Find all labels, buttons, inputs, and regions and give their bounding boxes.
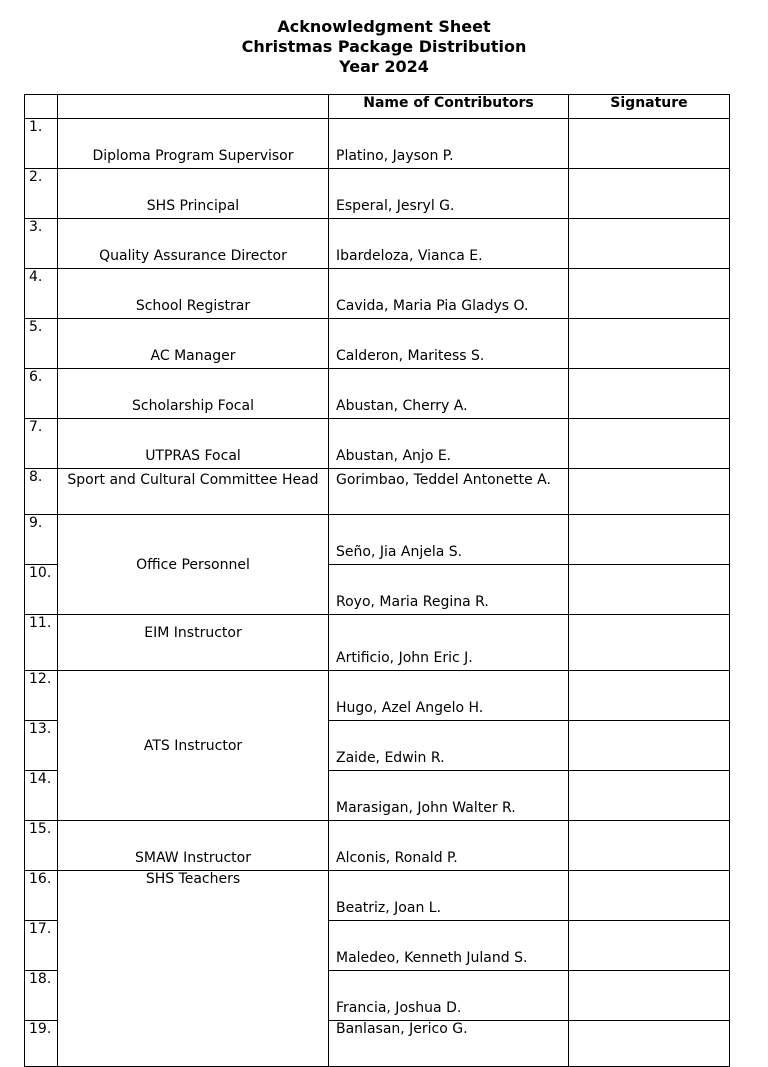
table-row — [25, 821, 730, 871]
signature-cell[interactable] — [569, 1021, 730, 1067]
row-number: 10. — [25, 565, 58, 615]
row-number: 13. — [25, 721, 58, 771]
contributor-name: Francia, Joshua D. — [329, 971, 569, 1021]
signature-cell[interactable] — [569, 721, 730, 771]
contributor-name: Beatriz, Joan L. — [329, 871, 569, 921]
signature-cell[interactable] — [569, 921, 730, 971]
table-row — [25, 615, 730, 671]
header-signature: Signature — [569, 95, 730, 119]
position-cell: Quality Assurance Director — [58, 219, 329, 269]
signature-cell[interactable] — [569, 119, 730, 169]
table-row — [25, 515, 730, 565]
contributor-name: Platino, Jayson P. — [329, 119, 569, 169]
signature-cell[interactable] — [569, 615, 730, 671]
row-number: 5. — [25, 319, 58, 369]
signature-cell[interactable] — [569, 169, 730, 219]
signature-cell[interactable] — [569, 419, 730, 469]
contributor-name: Zaide, Edwin R. — [329, 721, 569, 771]
row-number: 12. — [25, 671, 58, 721]
position-cell: SHS Teachers — [58, 871, 329, 1067]
table-row — [25, 169, 730, 219]
row-number: 6. — [25, 369, 58, 419]
contributor-name: Abustan, Cherry A. — [329, 369, 569, 419]
signature-cell[interactable] — [569, 319, 730, 369]
contributor-name: Maledeo, Kenneth Juland S. — [329, 921, 569, 971]
position-cell: UTPRAS Focal — [58, 419, 329, 469]
contributor-name: Ibardeloza, Vianca E. — [329, 219, 569, 269]
contributor-name: Calderon, Maritess S. — [329, 319, 569, 369]
signature-cell[interactable] — [569, 671, 730, 721]
position-cell: EIM Instructor — [58, 615, 329, 671]
row-number: 17. — [25, 921, 58, 971]
contributor-name: Abustan, Anjo E. — [329, 419, 569, 469]
row-number: 14. — [25, 771, 58, 821]
table-row — [25, 219, 730, 269]
row-number: 9. — [25, 515, 58, 565]
row-number: 16. — [25, 871, 58, 921]
row-number: 15. — [25, 821, 58, 871]
table-row — [25, 319, 730, 369]
signature-cell[interactable] — [569, 871, 730, 921]
contributor-name: Seño, Jia Anjela S. — [329, 515, 569, 565]
row-number: 7. — [25, 419, 58, 469]
position-cell: AC Manager — [58, 319, 329, 369]
row-number: 8. — [25, 469, 58, 515]
contributor-name: Gorimbao, Teddel Antonette A. — [329, 469, 569, 515]
acknowledgment-table — [24, 94, 730, 1067]
position-cell: SMAW Instructor — [58, 821, 329, 871]
row-number: 11. — [25, 615, 58, 671]
table-row — [25, 419, 730, 469]
header-name: Name of Contributors — [329, 95, 569, 119]
header-row — [25, 95, 730, 119]
contributor-name: Banlasan, Jerico G. — [329, 1021, 569, 1067]
position-cell: Office Personnel — [58, 515, 329, 615]
signature-cell[interactable] — [569, 369, 730, 419]
contributor-name: Artificio, John Eric J. — [329, 615, 569, 671]
table-row — [25, 369, 730, 419]
signature-cell[interactable] — [569, 219, 730, 269]
row-number: 3. — [25, 219, 58, 269]
table-row — [25, 469, 730, 515]
position-cell: SHS Principal — [58, 169, 329, 219]
contributor-name: Cavida, Maria Pia Gladys O. — [329, 269, 569, 319]
position-cell: Diploma Program Supervisor — [58, 119, 329, 169]
row-number: 4. — [25, 269, 58, 319]
table-row — [25, 671, 730, 721]
title-line-2: Christmas Package Distribution — [241, 37, 527, 56]
contributor-name: Marasigan, John Walter R. — [329, 771, 569, 821]
row-number: 18. — [25, 971, 58, 1021]
signature-cell[interactable] — [569, 821, 730, 871]
title-line-3: Year 2024 — [339, 57, 429, 76]
signature-cell[interactable] — [569, 771, 730, 821]
row-number: 1. — [25, 119, 58, 169]
contributor-name: Alconis, Ronald P. — [329, 821, 569, 871]
contributor-name: Hugo, Azel Angelo H. — [329, 671, 569, 721]
position-cell: Scholarship Focal — [58, 369, 329, 419]
signature-cell[interactable] — [569, 971, 730, 1021]
signature-cell[interactable] — [569, 515, 730, 565]
title-line-1: Acknowledgment Sheet — [277, 17, 491, 36]
document-title — [0, 17, 768, 77]
table-row — [25, 119, 730, 169]
signature-cell[interactable] — [569, 269, 730, 319]
row-number: 19. — [25, 1021, 58, 1067]
contributor-name: Royo, Maria Regina R. — [329, 565, 569, 615]
position-cell: School Registrar — [58, 269, 329, 319]
table-row — [25, 871, 730, 921]
contributor-name: Esperal, Jesryl G. — [329, 169, 569, 219]
position-cell: ATS Instructor — [58, 671, 329, 821]
signature-cell[interactable] — [569, 469, 730, 515]
header-position — [58, 95, 329, 119]
table-row — [25, 269, 730, 319]
position-cell: Sport and Cultural Committee Head — [58, 469, 329, 515]
header-number — [25, 95, 58, 119]
row-number: 2. — [25, 169, 58, 219]
signature-cell[interactable] — [569, 565, 730, 615]
